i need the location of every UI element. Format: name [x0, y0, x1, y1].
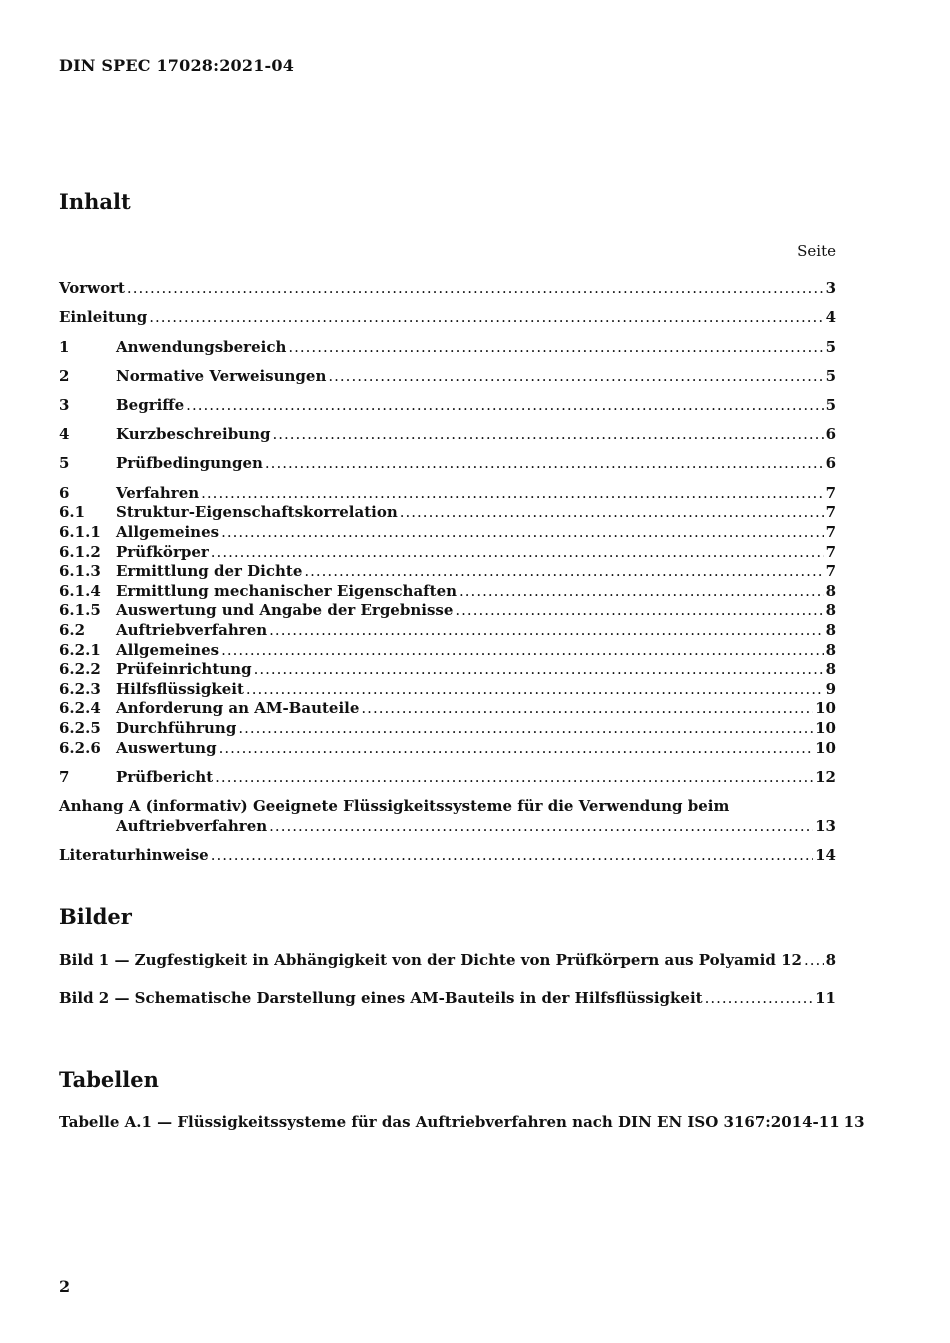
toc-entry-number: 6.1.2: [59, 543, 101, 561]
page-number: 2: [59, 1277, 71, 1296]
toc-entry-literature[interactable]: [59, 845, 836, 865]
toc-entry-number: 5: [59, 454, 70, 472]
toc-entry-title: Normative Verweisungen: [116, 367, 327, 385]
toc-entry-title: Allgemeines: [116, 641, 220, 659]
toc-entry[interactable]: [59, 718, 836, 738]
toc-entry-title: Prüfbericht: [116, 768, 214, 786]
toc-entry-page: 10: [815, 719, 836, 737]
table-entry-page: 13: [843, 1113, 865, 1131]
leader-dots: [272, 424, 823, 444]
toc-entry-title: Vorwort: [59, 279, 125, 297]
leader-dots: [246, 679, 824, 699]
table-entry-title: Tabelle A.1 — Flüssigkeitssysteme für das Auftriebverfahren nach DIN EN ISO 3167:2014-11: [59, 1113, 840, 1131]
toc-entry-title: Prüfeinrichtung: [116, 660, 252, 678]
toc-entry-page: 5: [825, 338, 836, 356]
toc-entry[interactable]: [59, 738, 836, 758]
toc-entry[interactable]: [59, 640, 836, 660]
figure-entry-title: Bild 1 — Zugfestigkeit in Abhängigkeit von der Dichte von Prüfkörpern aus Polyamid 12: [59, 951, 802, 969]
toc-entry[interactable]: [59, 483, 836, 503]
toc-entry-number: 6.2.4: [59, 699, 101, 717]
toc-entry[interactable]: [59, 679, 836, 699]
toc-entry-title: Verfahren: [116, 484, 200, 502]
leader-dots: [459, 581, 824, 601]
toc-entry-title: Hilfsflüssigkeit: [116, 680, 244, 698]
toc-entry-page: 7: [825, 484, 836, 502]
toc-entry-title: Durchführung: [116, 719, 237, 737]
toc-entry-number: 6.2.2: [59, 660, 101, 678]
toc-entry-title: Anwendungsbereich: [116, 338, 287, 356]
leader-dots: [221, 522, 823, 542]
toc-entry-page: 7: [825, 562, 836, 580]
toc-entry-number: 6.1.1: [59, 523, 101, 541]
toc-entry-page: 13: [815, 817, 836, 835]
toc-entry-page: 12: [815, 768, 836, 786]
toc-entry-number: 6.1.3: [59, 562, 101, 580]
toc-entry-number: 6.1: [59, 503, 86, 521]
toc-entry-page: 5: [825, 396, 836, 414]
toc-entry-page: 6: [825, 425, 836, 443]
leader-dots: [186, 395, 823, 415]
leader-dots: [455, 600, 823, 620]
toc-entry-page: 7: [825, 543, 836, 561]
toc-entry[interactable]: [59, 453, 836, 473]
leader-dots: [265, 453, 824, 473]
figure-entry[interactable]: [59, 988, 836, 1008]
toc-entry[interactable]: [59, 698, 836, 718]
leader-dots: [361, 698, 813, 718]
toc-entry[interactable]: [59, 337, 836, 357]
toc-entry-page: 5: [825, 367, 836, 385]
leader-dots: [219, 738, 814, 758]
toc-entry[interactable]: [59, 767, 836, 787]
toc-entry-title: Kurzbeschreibung: [116, 425, 271, 443]
tables-heading: Tabellen: [59, 1067, 159, 1092]
toc-entry-number: 6.1.4: [59, 582, 101, 600]
toc-entry[interactable]: [59, 581, 836, 601]
leader-dots: [238, 718, 813, 738]
toc-entry-page: 4: [825, 308, 836, 326]
toc-entry[interactable]: [59, 600, 836, 620]
toc-entry-page: 8: [825, 621, 836, 639]
toc-entry-title: Einleitung: [59, 308, 148, 326]
toc-entry-number: 1: [59, 338, 70, 356]
leader-dots: [211, 845, 813, 865]
leader-dots: [304, 561, 823, 581]
toc-entry-title: Begriffe: [116, 396, 185, 414]
toc-entry-title: Auswertung: [116, 739, 217, 757]
figure-entry-page: 11: [815, 989, 836, 1007]
figure-entry-title: Bild 2 — Schematische Darstellung eines AM-Bauteils in der Hilfsflüssigkeit: [59, 989, 703, 1007]
toc-entry-number: 6.2.6: [59, 739, 101, 757]
toc-entry-page: 3: [825, 279, 836, 297]
toc-entry-title: Ermittlung der Dichte: [116, 562, 303, 580]
leader-dots: [804, 950, 824, 970]
toc-entry-page: 10: [815, 739, 836, 757]
leader-dots: [288, 337, 823, 357]
figures-heading: Bilder: [59, 904, 132, 929]
toc-entry-title: Prüfkörper: [116, 543, 209, 561]
toc-entry[interactable]: [59, 522, 836, 542]
toc-entry[interactable]: [59, 561, 836, 581]
toc-entry[interactable]: [59, 542, 836, 562]
toc-entry-title: Anforderung an AM-Bauteile: [116, 699, 360, 717]
figure-entry-page: 8: [825, 951, 836, 969]
toc-entry-title: Struktur-Eigenschaftskorrelation: [116, 503, 398, 521]
toc-entry-title: Ermittlung mechanischer Eigenschaften: [116, 582, 458, 600]
leader-dots: [127, 278, 824, 298]
toc-entry-einleitung[interactable]: [59, 307, 836, 327]
toc-entry-number: 6.2: [59, 621, 86, 639]
toc-entry-page: 7: [825, 523, 836, 541]
leader-dots: [400, 502, 824, 522]
seite-label: Seite: [797, 242, 836, 260]
toc-entry-page: 10: [815, 699, 836, 717]
figure-entry[interactable]: [59, 950, 836, 970]
leader-dots: [269, 620, 823, 640]
toc-entry-number: 6.1.5: [59, 601, 101, 619]
toc-entry-vorwort[interactable]: [59, 278, 836, 298]
toc-entry-page: 9: [825, 680, 836, 698]
toc-entry-number: 7: [59, 768, 70, 786]
toc-entry-title: Literaturhinweise: [59, 846, 209, 864]
toc-entry-title: Auswertung und Angabe der Ergebnisse: [116, 601, 454, 619]
toc-entry-number: 6.2.3: [59, 680, 101, 698]
toc-entry-number: 6: [59, 484, 70, 502]
toc-entry[interactable]: [59, 395, 836, 415]
leader-dots: [328, 366, 823, 386]
toc-entry-title: Allgemeines: [116, 523, 220, 541]
table-entry[interactable]: [59, 1112, 865, 1132]
contents-heading: Inhalt: [59, 189, 131, 214]
leader-dots: [201, 483, 823, 503]
leader-dots: [149, 307, 823, 327]
toc-entry[interactable]: [59, 424, 836, 444]
toc-entry-page: 8: [825, 582, 836, 600]
leader-dots: [705, 988, 814, 1008]
toc-entry-number: 6.2.5: [59, 719, 101, 737]
leader-dots: [211, 542, 824, 562]
toc-entry-title: Prüfbedingungen: [116, 454, 263, 472]
toc-entry-number: 2: [59, 367, 70, 385]
toc-entry[interactable]: [59, 502, 836, 522]
toc-entry[interactable]: [59, 620, 836, 640]
leader-dots: [254, 659, 824, 679]
leader-dots: [221, 640, 823, 660]
toc-annex-entry[interactable]: [59, 816, 836, 836]
leader-dots: [215, 767, 813, 787]
toc-entry-title: Auftriebverfahren: [116, 817, 268, 835]
toc-annex-line1[interactable]: Anhang A (informativ) Geeignete Flüssigkeitssysteme für die Verwendung beim: [59, 797, 730, 815]
leader-dots: [269, 816, 813, 836]
toc-entry-number: 6.2.1: [59, 641, 101, 659]
toc-entry-page: 8: [825, 641, 836, 659]
toc-entry-page: 8: [825, 660, 836, 678]
toc-entry-page: 14: [815, 846, 836, 864]
toc-entry-title: Auftriebverfahren: [116, 621, 268, 639]
toc-entry-page: 8: [825, 601, 836, 619]
toc-entry[interactable]: [59, 366, 836, 386]
toc-entry-number: 4: [59, 425, 70, 443]
document-id: DIN SPEC 17028:2021-04: [59, 56, 295, 75]
toc-entry-page: 7: [825, 503, 836, 521]
toc-entry-number: 3: [59, 396, 70, 414]
toc-entry-page: 6: [825, 454, 836, 472]
toc-entry[interactable]: [59, 659, 836, 679]
